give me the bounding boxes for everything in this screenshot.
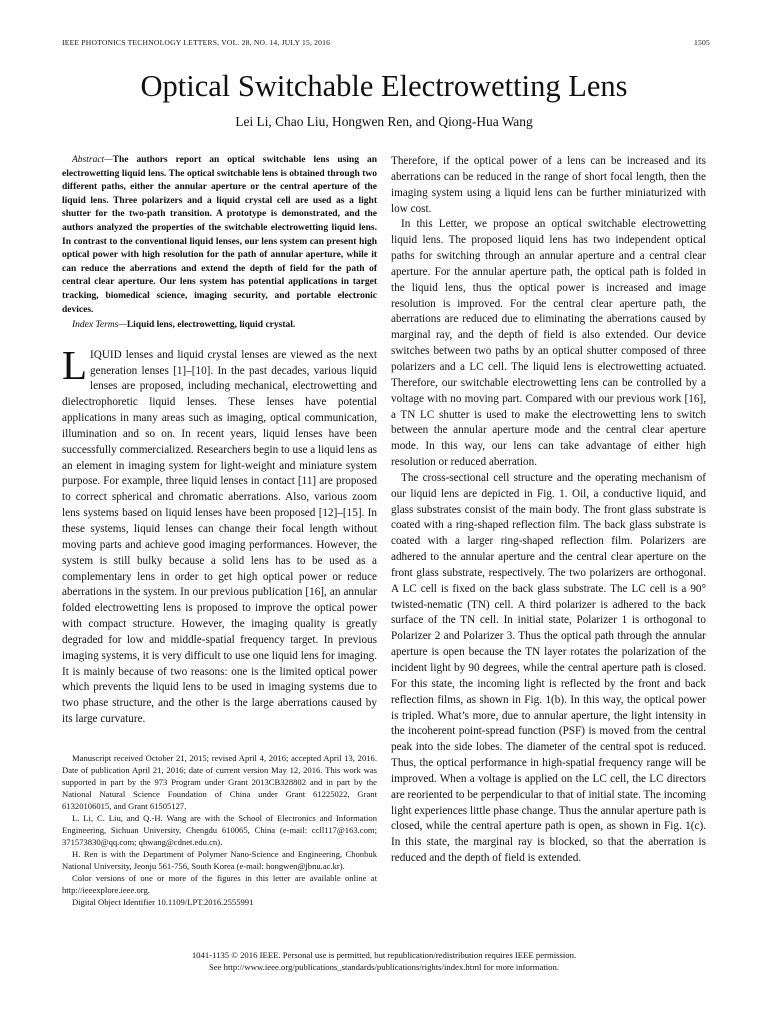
journal-citation: IEEE PHOTONICS TECHNOLOGY LETTERS, VOL. 28, NO. 14, JULY 15, 2016	[62, 38, 331, 47]
footnotes	[62, 752, 377, 908]
page-number: 1505	[694, 38, 710, 47]
introduction-text: IQUID lenses and liquid crystal lenses are viewed as the next generation lenses [1]–[10]. In the past decades, various liquid lenses are proposed, including mechanical, electrowetting and dielectrophoretic liquid lenses. These lenses have potential applications in many areas such as imaging, optical communication, illumination and so on. In recent years, liquid lenses have been successfully commercialized. Researchers begin to use a liquid lens as an element in imaging system for light-weight and miniature system purpose. For example, three liquid lenses in contact [11] are proposed to correct spherical and chromatic aberrations. Also, various zoom lens systems based on liquid lenses have been proposed [12]–[15]. In these systems, liquid lenses can change their focal length without moving parts and achieve good imaging performances. However, the system is still bulky because a solid lens has to be used as a complementary lens in order to get high optical power or reduce aberrations in the system. In our previous publication [16], an annular folded electrowetting lens is proposed to improve the optical power with compact structure. However, the imaging quality is greatly degraded for low and middle-spatial frequency target. In previous imaging systems, it is very difficult to use one liquid lens for imaging. It is mainly because of two reasons: one is the limited optical power which prevents the liquid lens to be used in imaging systems due to two phase structure, and the other is the large aberrations caused by its large curvature.	[62, 348, 378, 726]
body-paragraph: Therefore, if the optical power of a lens can be increased and its aberrations can be reduced in the range of short focal length, then the imaging system using a liquid lens can be further miniaturized with low cost.	[391, 155, 706, 215]
right-column	[391, 154, 706, 867]
body-paragraph: The cross-sectional cell structure and the operating mechanism of our liquid lens are depicted in Fig. 1. Oil, a conductive liquid, and glass substrates consist of the main body. The front glass substrate is coated with a ring-shaped reflection film. The back glass substrate is coated with a larger ring-shaped reflection film. Polarizers are adhered to the annular aperture and the central clear aperture on the front glass substrate, respectively. The two polarizers are orthogonal. A LC cell is fixed on the back glass substrate. The LC cell is a 90° twisted-nematic (TN) cell. A third polarizer is adhered to the back surface of the TN cell. In initial state, Polarizer 1 is orthogonal to Polarizer 2 and Polarizer 3. Thus the optical path through the annular aperture is open because the TN layer rotates the polarization of the incident light by 90 degrees, while the central aperture path is closed. For this state, the incoming light is reflected by the front and back reflection films, as shown in Fig. 1(b). In this way, the optical power is tripled. What’s more, due to annular aperture, the light intensity in the incoherent point-spread function (PSF) is moved from the central peak into the side lobes. The diameter of the central spot is reduced. Thus, the optical performance in high-spatial frequency range will be improved. When a voltage is applied on the LC cell, the LC directors are reoriented to be perpendicular to that of initial state. The incoming light experiences little phase change. Thus the annular aperture path is closed, while the central aperture path is open, as shown in Fig. 1(c). In this state, the marginal ray is blocked, so that the aberration is reduced and the depth of field is extended.	[391, 471, 706, 865]
footnote-doi: Digital Object Identifier 10.1109/LPT.2016.2555991	[72, 896, 254, 907]
drop-cap: L	[62, 341, 88, 388]
introduction-paragraph	[62, 341, 378, 728]
left-column	[62, 154, 377, 908]
running-head	[62, 38, 710, 47]
footnote-affiliation-sichuan: L. Li, C. Liu, and Q.-H. Wang are with the School of Electronics and Information Engineering, Sichuan University, Chengdu 610065, China (e-mail: ccll117@163.com; 371573830@qq.com; qhwang@cdnet.edu.cn).	[62, 812, 377, 847]
abstract	[62, 154, 377, 317]
index-terms	[62, 319, 377, 333]
body-paragraph: In this Letter, we propose an optical switchable electrowetting liquid lens. The proposed liquid lens has two independent optical paths for switching through an annular aperture and a central clear aperture. For the annular aperture path, the optical path is folded in the liquid lens, thus the optical power is increased and image resolution is improved. For the central clear aperture path, the aberrations are reduced due to eliminating the aberrations caused by marginal ray, and the depth of field is also extended. Our device switches between two paths by an optical shutter composed of three polarizers and a LC cell. The liquid lens is electrowetting actuated. Therefore, our switchable electrowetting lens can be controlled by a voltage with no moving part. Compared with our previous work [16], a TN LC shutter is used to make the electrowetting lens to switch between the annular aperture mode and the central clear aperture mode. In this way, our lens can take advantage of either high resolution or reduced aberration.	[391, 218, 706, 469]
index-terms-label: Index Terms—	[72, 320, 127, 331]
footnote-affiliation-chonbuk: H. Ren is with the Department of Polymer Nano-Science and Engineering, Chonbuk National University, Jeonju 561-756, South Korea (e-mail: hongwen@jbnu.ac.kr).	[62, 848, 377, 871]
permissions-notice: See http://www.ieee.org/publications_standards/publications/rights/index.html for more information.	[208, 962, 560, 973]
author-list: Lei Li, Chao Liu, Hongwen Ren, and Qiong-Hua Wang	[235, 114, 533, 129]
copyright-notice: 1041-1135 © 2016 IEEE. Personal use is permitted, but republication/redistribution requires IEEE permission.	[191, 950, 577, 960]
paper-title: Optical Switchable Electrowetting Lens	[140, 69, 628, 103]
index-terms-text: Liquid lens, electrowetting, liquid crystal.	[126, 320, 296, 331]
abstract-label: Abstract—	[72, 155, 113, 165]
footnote-color-versions: Color versions of one or more of the figures in this letter are available online at http://ieeexplore.ieee.org.	[62, 872, 377, 895]
copyright-footer	[0, 949, 768, 974]
abstract-text: The authors report an optical switchable lens using an electrowetting liquid lens. The optical switchable lens is obtained through two different paths, either the annular aperture or the central aperture of the liquid lens. Three polarizers and a liquid crystal cell are used as a light shutter for the two-path transition. A prototype is demonstrated, and the authors analyzed the properties of the switchable electrowetting liquid lens. In contrast to the conventional liquid lenses, our lens system can present high optical power with high resolution for the path of annular aperture, while it can reduce the aberrations and extend the depth of field for the path of central clear aperture. Our lens system has potential applications in target tracking, biomedical science, imaging security, and portable electronic devices.	[62, 155, 377, 315]
footnote-manuscript: Manuscript received October 21, 2015; revised April 4, 2016; accepted April 13, 2016. Date of publication April 21, 2016; date of current version May 12, 2016. This work was supported in part by the 973 Program under Grant 2013CB328802 and in part by the National Natural Science Foundation of China under Grant 61225022, Grant 61320106015, and Grant 61505127.	[62, 752, 377, 811]
